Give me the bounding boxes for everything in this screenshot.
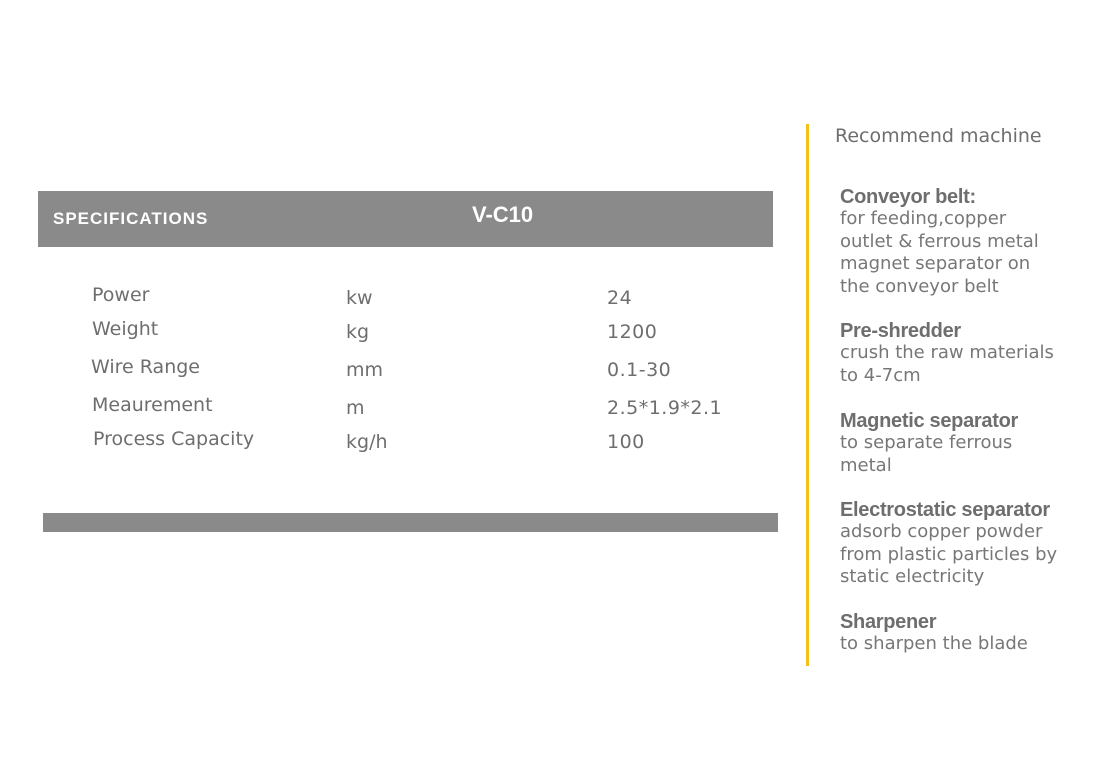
spec-value: 0.1-30 (607, 359, 672, 381)
recommend-item-name: Pre-shredder (840, 320, 961, 342)
spec-unit: kg/h (346, 431, 388, 453)
spec-row (0, 318, 780, 348)
spec-name: Process Capacity (93, 428, 255, 450)
desc-line: from plastic particles by (840, 543, 1058, 565)
spec-unit: kw (346, 287, 373, 309)
desc-line: adsorb copper powder (840, 521, 1043, 542)
desc-line: magnet separator on (840, 253, 1031, 274)
spec-value: 100 (607, 431, 645, 453)
spec-header-bar (38, 191, 773, 247)
recommend-item-desc (840, 521, 1105, 589)
desc-line: the conveyor belt (840, 275, 999, 297)
spec-unit: m (346, 397, 365, 419)
spec-value: 1200 (607, 321, 658, 343)
spec-value: 2.5*1.9*2.1 (607, 397, 723, 419)
spec-heading: SPECIFICATIONS (53, 209, 209, 228)
desc-line: crush the raw materials (840, 342, 1054, 363)
recommend-item-name: Magnetic separator (840, 410, 1018, 432)
spec-unit: mm (346, 359, 384, 381)
recommend-item (840, 410, 1105, 477)
spec-name: Power (92, 284, 150, 306)
desc-line: for feeding,copper (840, 208, 1007, 229)
spec-name: Meaurement (92, 394, 213, 416)
recommend-item-desc (840, 208, 1105, 298)
recommend-item-desc (840, 633, 1105, 656)
recommend-item (840, 186, 1105, 298)
spec-name: Weight (92, 318, 159, 340)
desc-line: outlet & ferrous metal (840, 230, 1039, 252)
desc-line: metal (840, 454, 892, 476)
recommend-item-name: Sharpener (840, 611, 937, 633)
recommend-item-desc (840, 432, 1105, 477)
spec-value: 24 (607, 287, 633, 309)
spec-row (0, 428, 780, 458)
model-name: V-C10 (472, 202, 534, 227)
spec-footer-bar (43, 513, 778, 532)
spec-name: Wire Range (91, 356, 200, 378)
desc-line: static electricity (840, 566, 985, 587)
desc-line: to sharpen the blade (840, 633, 1028, 654)
recommend-item-name: Electrostatic separator (840, 499, 1050, 521)
spec-row (0, 284, 780, 314)
spec-row (0, 394, 780, 424)
spec-unit: kg (346, 321, 370, 343)
accent-divider (806, 124, 809, 666)
recommend-title: Recommend machine (835, 125, 1042, 147)
recommend-item (840, 320, 1105, 387)
recommend-item-desc (840, 342, 1105, 387)
desc-line: to separate ferrous (840, 432, 1013, 453)
recommend-item-name: Conveyor belt: (840, 186, 976, 208)
recommend-item (840, 499, 1105, 589)
desc-line: to 4-7cm (840, 364, 921, 386)
recommend-item (840, 611, 1105, 656)
spec-row (0, 356, 780, 386)
